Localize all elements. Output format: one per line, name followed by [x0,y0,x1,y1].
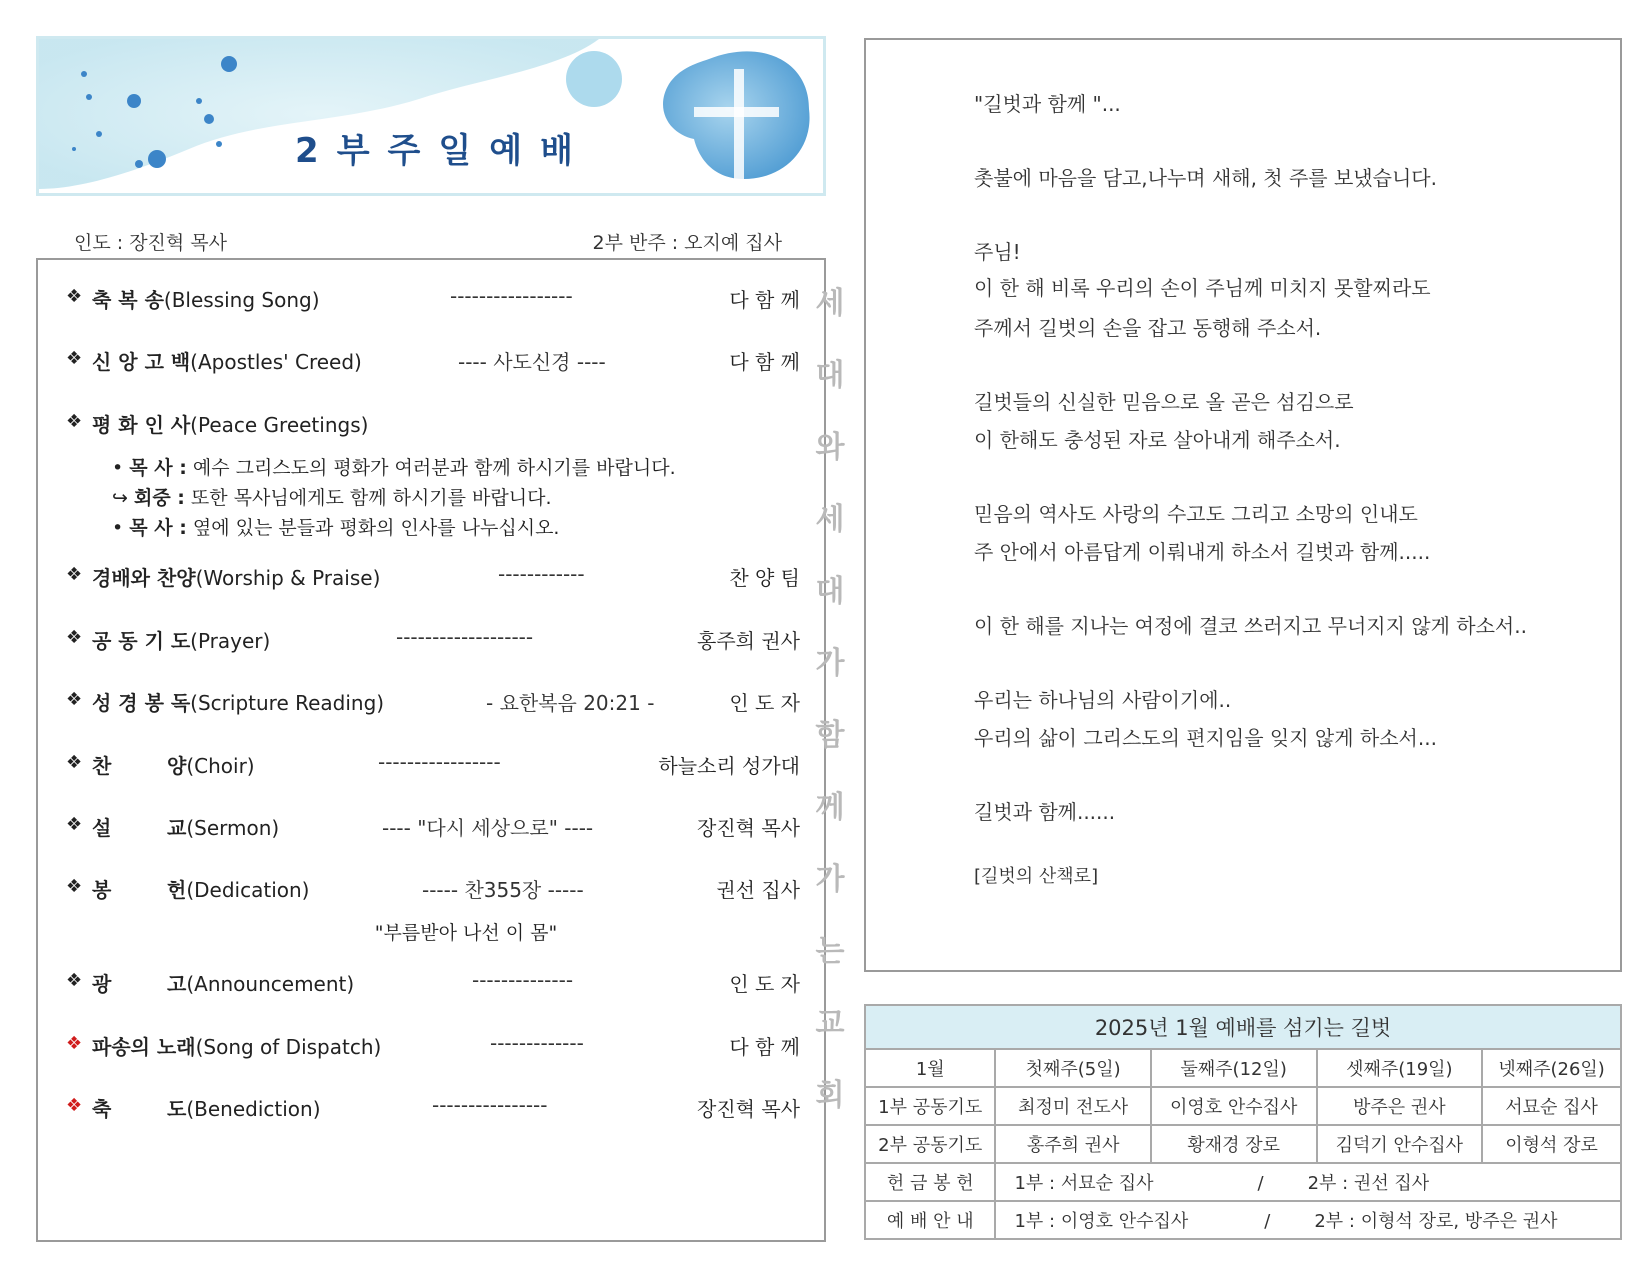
diamond-bullet-icon: ❖ [66,348,83,369]
offering-cell: 1부 : 서묘순 집사 / 2부 : 권선 집사 [995,1163,1621,1201]
order-item-title: 봉 헌 [92,878,187,902]
order-item-detail: ------------ [498,562,585,586]
order-item-leader: 인 도 자 [729,972,800,996]
table-cell: 방주은 권사 [1317,1087,1483,1125]
order-item-title: 평 화 인 사 [92,413,191,437]
order-item-title: 공 동 기 도 [92,629,191,653]
meditation-line: 이 한 해 비록 우리의 손이 주님께 미치지 못할찌라도 [974,276,1431,300]
order-item-prayer [66,625,800,657]
order-item-benediction [66,1093,800,1125]
order-of-worship [36,258,826,1242]
watercolor-decoration [39,39,826,196]
accompanist: 2부 반주 : 오지예 집사 [592,232,782,254]
meditation-line: 주 안에서 아름답게 이뤄내게 하소서 길벗과 함께..... [974,540,1431,564]
order-item-leader: 다 함 께 [729,350,800,374]
table-row [865,1201,1621,1239]
order-item-detail: -------------- [472,968,574,992]
meditation-line: 길벗과 함께...... [974,800,1116,824]
dedication-hymn: "부름받아 나선 이 몸" [374,922,558,944]
table-cell: 이형석 장로 [1482,1125,1621,1163]
order-item-dedication [66,874,800,906]
meditation-line: 촛불에 마음을 담고,나누며 새해, 첫 주를 보냈습니다. [974,166,1437,190]
order-item-peace [66,409,800,441]
table-cell: 서묘순 집사 [1482,1087,1621,1125]
order-item-choir [66,750,800,782]
order-item-detail: ------------------- [396,625,534,649]
meditation-box [864,38,1622,972]
order-item-leader: 하늘소리 성가대 [658,754,800,778]
order-item-english: (Blessing Song) [163,288,320,312]
meditation-line: 길벗들의 신실한 믿음으로 올 곧은 섬김으로 [974,390,1354,414]
order-item-english: (Benediction) [186,1097,321,1121]
row-label: 예 배 안 내 [865,1201,995,1239]
diamond-bullet-icon: ❖ [66,814,83,835]
table-header: 1월 [865,1049,995,1087]
peace-line: • 목 사 : 옆에 있는 분들과 평화의 인사를 나누십시오. [112,517,560,539]
order-item-sermon [66,812,800,844]
diamond-bullet-icon: ❖ [66,564,83,585]
order-item-english: (Dedication) [186,878,310,902]
order-item-title: 신 앙 고 백 [92,350,191,374]
order-item-leader: 장진혁 목사 [697,1097,800,1121]
table-cell: 김덕기 안수집사 [1317,1125,1483,1163]
row-label: 1부 공동기도 [865,1087,995,1125]
order-item-english: (Prayer) [190,629,271,653]
meditation-line: 주님! [974,240,1021,264]
order-item-detail: ---- "다시 세상으로" ---- [382,816,594,840]
order-item-title: 찬 양 [92,754,187,778]
row-label: 2부 공동기도 [865,1125,995,1163]
diamond-bullet-icon: ❖ [66,752,83,773]
meditation-line: 이 한 해를 지나는 여정에 결코 쓰러지고 무너지지 않게 하소서.. [974,614,1527,638]
order-item-leader: 홍주희 권사 [697,629,800,653]
order-item-title: 경배와 찬양 [92,566,196,590]
diamond-bullet-icon: ❖ [66,627,83,648]
order-item-creed [66,346,800,378]
peace-line: ↪ 회중 : 또한 목사님에게도 함께 하시기를 바랍니다. [112,487,552,509]
order-item-title: 축 복 송 [92,288,164,312]
order-item-title: 파송의 노래 [92,1035,196,1059]
table-row [865,1163,1621,1201]
order-item-detail: ----------------- [378,750,501,774]
diamond-bullet-icon: ❖ [66,876,83,897]
meditation-line: 주께서 길벗의 손을 잡고 동행해 주소서. [974,316,1322,340]
order-item-detail: ---- 사도신경 ---- [458,350,606,374]
order-item-english: (Choir) [186,754,255,778]
table-cell: 최정미 전도사 [995,1087,1150,1125]
order-item-blessing-song [66,284,800,316]
order-item-english: (Announcement) [186,972,355,996]
order-item-english: (Apostles' Creed) [190,350,362,374]
order-item-english: (Sermon) [186,816,280,840]
order-item-detail: ----------------- [450,284,573,308]
order-item-leader: 다 함 께 [729,288,800,312]
order-item-english: (Peace Greetings) [190,413,369,437]
order-item-announcement [66,968,800,1000]
header-banner [36,36,826,196]
table-header: 첫째주(5일) [995,1049,1150,1087]
order-item-title: 축 도 [92,1097,187,1121]
order-item-english: (Scripture Reading) [190,691,385,715]
order-item-dispatch [66,1031,800,1063]
diamond-bullet-icon: ❖ [66,1033,83,1054]
table-header-row [865,1049,1621,1087]
diamond-bullet-icon: ❖ [66,286,83,307]
table-cell: 이영호 안수집사 [1151,1087,1317,1125]
order-item-detail: ------------- [490,1031,584,1055]
table-header: 둘째주(12일) [1151,1049,1317,1087]
order-item-leader: 인 도 자 [729,691,800,715]
diamond-bullet-icon: ❖ [66,411,83,432]
meditation-line: 믿음의 역사도 사랑의 수고도 그리고 소망의 인내도 [974,502,1418,526]
return-arrow-icon: ↪ [112,487,128,509]
order-item-leader: 장진혁 목사 [697,816,800,840]
peace-line: • 목 사 : 예수 그리스도의 평화가 여러분과 함께 하시기를 바랍니다. [112,457,676,479]
order-item-leader: 권선 집사 [716,878,800,902]
meditation-line: 우리는 하나님의 사람이기에.. [974,688,1232,712]
row-label: 헌 금 봉 헌 [865,1163,995,1201]
order-item-english: (Song of Dispatch) [195,1035,382,1059]
table-row [865,1087,1621,1125]
diamond-bullet-icon: ❖ [66,689,83,710]
service-title: 2부주일예배 [295,131,591,171]
diamond-bullet-icon: ❖ [66,1095,83,1116]
table-header: 셋째주(19일) [1317,1049,1483,1087]
guide-cell: 1부 : 이영호 안수집사 / 2부 : 이형석 장로, 방주은 권사 [995,1201,1621,1239]
table-cell: 황재경 장로 [1151,1125,1317,1163]
meditation-title: "길벗과 함께 "... [974,92,1121,116]
diamond-bullet-icon: ❖ [66,970,83,991]
meditation-source: [길벗의 산책로] [974,866,1099,887]
schedule-table [864,1004,1622,1240]
table-cell: 홍주희 권사 [995,1125,1150,1163]
order-item-detail: ----- 찬355장 ----- [422,878,584,902]
order-item-detail: - 요한복음 20:21 - [486,691,655,715]
order-item-title: 성 경 봉 독 [92,691,191,715]
order-item-leader: 찬 양 팀 [729,566,800,590]
order-item-detail: ---------------- [432,1093,548,1117]
meditation-line: 이 한해도 충성된 자로 살아내게 해주소서. [974,428,1341,452]
order-item-worship [66,562,800,594]
order-item-english: (Worship & Praise) [195,566,381,590]
order-item-scripture [66,687,800,719]
order-item-leader: 다 함 께 [729,1035,800,1059]
schedule-title: 2025년 1월 예배를 섬기는 길벗 [865,1005,1621,1049]
table-row [865,1125,1621,1163]
meditation-line: 우리의 삶이 그리스도의 편지임을 잊지 않게 하소서... [974,726,1437,750]
order-item-title: 광 고 [92,972,187,996]
worship-leader: 인도 : 장진혁 목사 [74,232,227,254]
order-item-title: 설 교 [92,816,187,840]
vertical-slogan: 세 대 와 세 대 가 함 께 가 는 교 회 [815,286,845,1113]
table-header: 넷째주(26일) [1482,1049,1621,1087]
